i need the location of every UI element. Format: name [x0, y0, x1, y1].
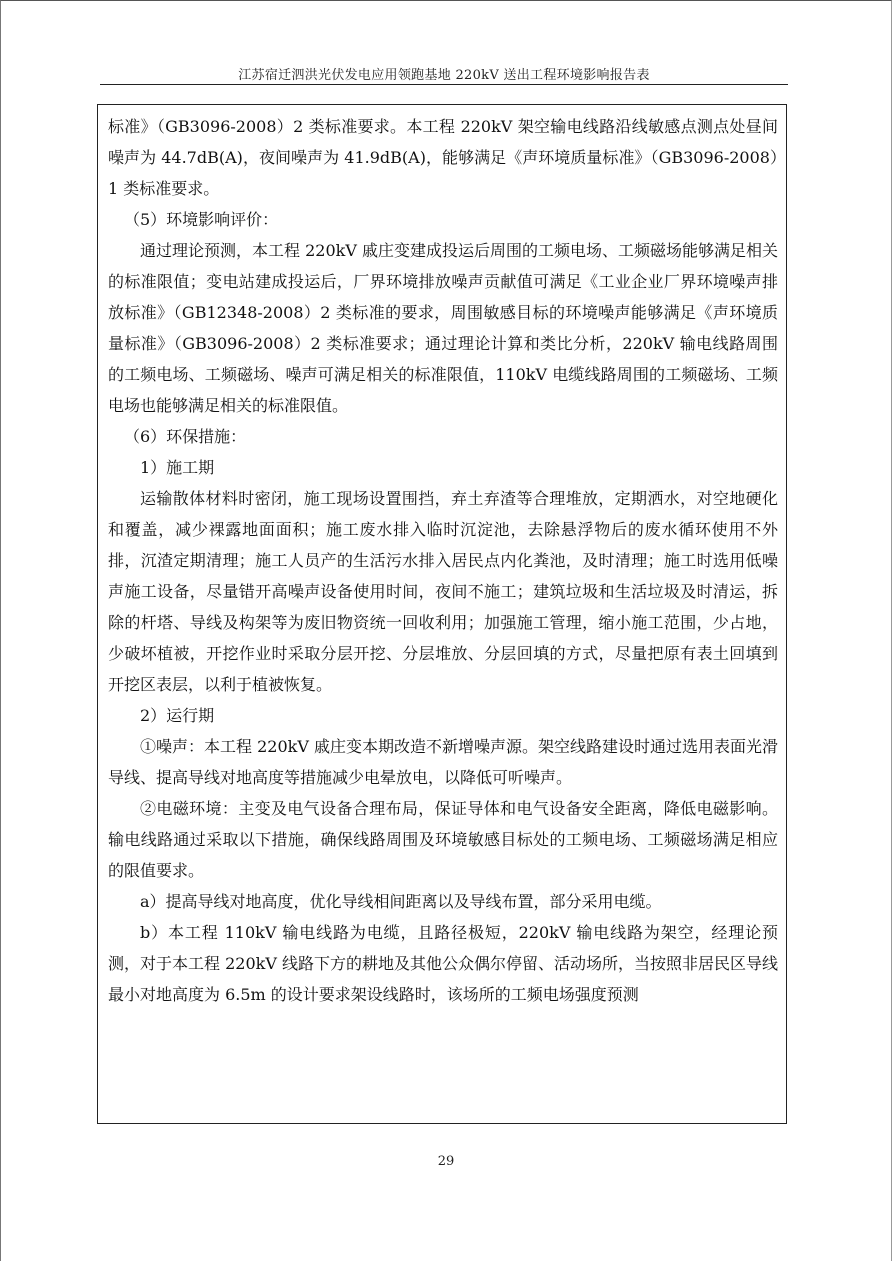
- subheading-construction-period: 1）施工期: [140, 458, 215, 477]
- paragraph-measure-b: b）本工程 110kV 输电线路为电缆，且路径极短，220kV 输电线路为架空，经理论预测，对于本工程 220kV 线路下方的耕地及其他公众偶尔停留、活动场所，当按照非居民区导线最小对地高度为 6.5m 的设计要求架设线路时，该场所的工频电场强度预测: [108, 923, 778, 1004]
- paragraph-noise-measures: ①噪声：本工程 220kV 戚庄变本期改造不新增噪声源。架空线路建设时通过选用表面光滑导线、提高导线对地高度等措施减少电晕放电，以降低可听噪声。: [108, 737, 778, 787]
- page-number: 29: [437, 1154, 455, 1169]
- heading-environmental-impact-assessment: （5）环境影响评价：: [124, 210, 279, 229]
- content-table-cell: [97, 104, 787, 1124]
- paragraph-measure-a: a）提高导线对地高度，优化导线相间距离以及导线布置，部分采用电缆。: [140, 892, 662, 911]
- subheading-operation-period: 2）运行期: [140, 706, 215, 725]
- body-text: [108, 111, 778, 1010]
- paragraph-electromagnetic-measures: ②电磁环境：主变及电气设备合理布局，保证导体和电气设备安全距离，降低电磁影响。输电线路通过采取以下措施，确保线路周围及环境敏感目标处的工频电场、工频磁场满足相应的限值要求。: [108, 799, 778, 880]
- header-rule: [100, 84, 788, 85]
- paragraph-construction-measures: 运输散体材料时密闭，施工现场设置围挡，弃土弃渣等合理堆放，定期洒水，对空地硬化和覆盖，减少裸露地面面积；施工废水排入临时沉淀池，去除悬浮物后的废水循环使用不外排，沉渣定期清理；施工人员产的生活污水排入居民点内化粪池，及时清理；施工时选用低噪声施工设备，尽量错开高噪声设备使用时间，夜间不施工；建筑垃圾和生活垃圾及时清运，拆除的杆塔、导线及构架等为废旧物资统一回收利用；加强施工管理，缩小施工范围，少占地，少破坏植被，开挖作业时采取分层开挖、分层堆放、分层回填的方式，尽量把原有表土回填到开挖区表层，以利于植被恢复。: [108, 489, 778, 694]
- heading-environmental-measures: （6）环保措施：: [124, 427, 247, 446]
- paragraph-impact-assessment: 通过理论预测，本工程 220kV 戚庄变建成投运后周围的工频电场、工频磁场能够满足相关的标准限值；变电站建成投运后，厂界环境排放噪声贡献值可满足《工业企业厂界环境噪声排放标准》（GB12348-2008）2 类标准的要求，周围敏感目标的环境噪声能够满足《声环境质量标准》（GB3096-2008）2 类标准要求；通过理论计算和类比分析，220kV 输电线路周围的工频电场、工频磁场、噪声可满足相关的标准限值，110kV 电缆线路周围的工频磁场、工频电场也能够满足相关的标准限值。: [108, 241, 778, 415]
- paragraph-noise-monitoring: 标准》（GB3096-2008）2 类标准要求。本工程 220kV 架空输电线路沿线敏感点测点处昼间噪声为 44.7dB(A)，夜间噪声为 41.9dB(A)，能够满足《声环境质量标准》（GB3096-2008）1 类标准要求。: [108, 117, 778, 198]
- running-header: 江苏宿迁泗洪光伏发电应用领跑基地 220kV 送出工程环境影响报告表: [238, 68, 650, 83]
